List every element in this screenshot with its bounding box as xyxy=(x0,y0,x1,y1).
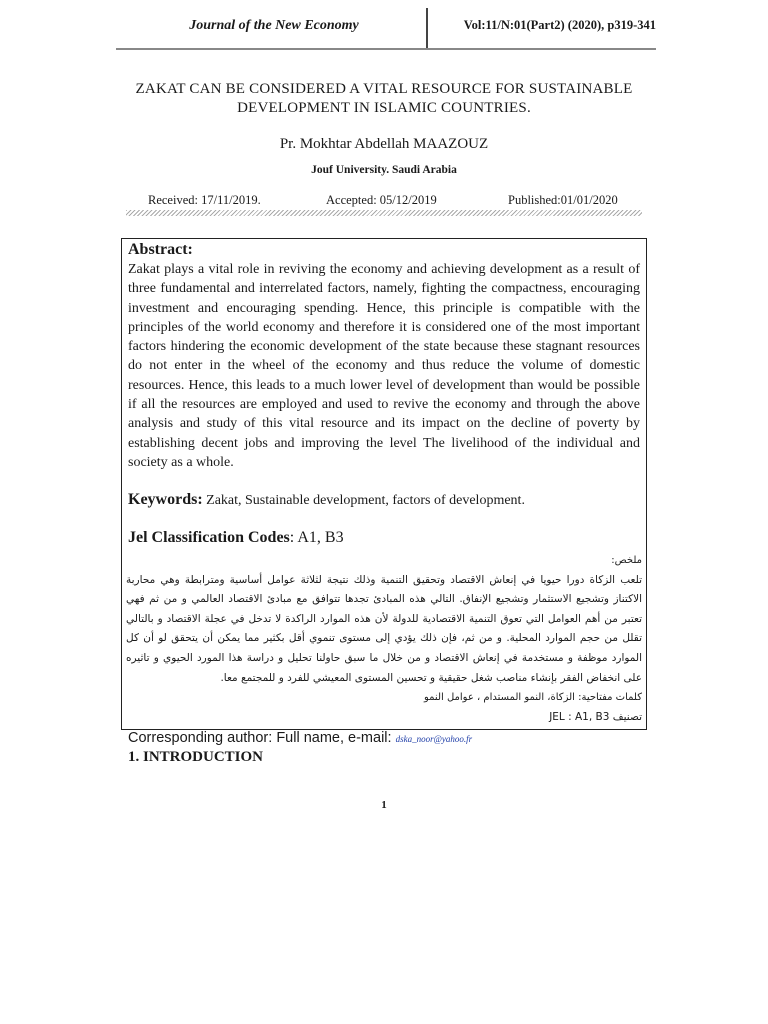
author-email-link[interactable]: dska_noor@yahoo.fr xyxy=(395,734,473,744)
corresponding-author xyxy=(128,730,472,746)
header-divider xyxy=(426,8,428,50)
arabic-abstract-text: تلعب الزكاة دورا حيويا في إنعاش الاقتصاد وتحقيق التنمية وذلك نتيجة لثلاثة عوامل أساسية ومترابطة وهي محاربة الاكتناز وتشجيع الاستثمار وتشجيع الإنفاق. التالي هذه المبادئ تجدها تتوافق مع مبادئ الاقتصاد العالمي و من ثم فهي تعتبر من أهم العوامل التي تعوق التنمية الاقتصادية للدولة لأن هذه الموارد الراكدة لا تدخل في عجلة الاقتصاد و بالتالي تقلل من حجم الموارد المحلية. و من ثم، فإن ذلك يؤدي إلى مستوى تنموي أقل بكثير مما يمكن أن يتحقق لو أن كل الموارد موظفة و مستخدمة في إنعاش الاقتصاد و من خلال ما سبق حاولنا تحليل و دراسة هذا المورد الحيوي و تاثيره على انخفاض الفقر بإنشاء مناصب شغل حقيقية و تحسين المستوى المعيشي للفرد و للمجتمع معا. xyxy=(126,573,642,684)
arabic-jel-codes: تصنيف JEL : A1, B3 xyxy=(549,710,642,723)
keywords-label: Keywords: xyxy=(128,491,203,508)
arabic-abstract-label: ملخص: xyxy=(611,555,642,566)
section-heading-introduction: 1. INTRODUCTION xyxy=(128,749,264,765)
article-dates xyxy=(126,193,642,209)
page-number: 1 xyxy=(381,799,387,811)
corresponding-label: Corresponding author: Full name, e-mail: xyxy=(128,730,396,746)
arabic-keywords: كلمات مفتاحية: الزكاة، النمو المستدام ، عوامل النمو xyxy=(423,692,642,704)
running-header xyxy=(124,8,656,48)
header-rule xyxy=(116,48,656,50)
article-title: ZAKAT CAN BE CONSIDERED A VITAL RESOURCE FOR SUSTAINABLE DEVELOPMENT IN ISLAMIC COUNTRIES. xyxy=(135,81,633,116)
keywords-text: Zakat, Sustainable development, factors of development. xyxy=(202,493,525,508)
abstract-heading: Abstract: xyxy=(128,241,193,258)
published-date: Published:01/01/2020 xyxy=(508,193,618,207)
jel-codes-line xyxy=(128,529,344,547)
author-name: Pr. Mokhtar Abdellah MAAZOUZ xyxy=(279,136,489,152)
received-date: Received: 17/11/2019. xyxy=(148,193,261,207)
keywords-line xyxy=(128,491,640,509)
volume-info: Vol:11/N:01(Part2) (2020), p319-341 xyxy=(463,18,656,32)
affiliation: Jouf University. Saudi Arabia xyxy=(311,164,457,176)
jel-label: Jel Classification Codes xyxy=(128,529,290,546)
abstract-box xyxy=(121,238,647,730)
abstract-text: Zakat plays a vital role in reviving the economy and achieving development as a result of three fundamental and interrelated factors, namely, fighting the compactness, encouraging investment and encouraging spending. Hence, this principle is compatible with the principles of the world economy and therefore it is considered one of the most important factors hindering the economic development of the state because these stagnant resources do not enter in the wheel of the economy and thus reduce the volume of domestic resources. Hence, this leads to a much lower level of development than would be possible if all the resources are employed and used to revive the economy and through the above analysis and study of this vital resource and its impact on the decline of poverty by establishing decent jobs and improving the level The livelihood of the individual and society as a whole. xyxy=(128,262,640,470)
arabic-abstract xyxy=(126,551,642,727)
jel-codes: : A1, B3 xyxy=(289,529,344,546)
accepted-date: Accepted: 05/12/2019 xyxy=(326,193,437,207)
journal-name: Journal of the New Economy xyxy=(189,18,359,33)
hatched-divider xyxy=(126,210,642,216)
